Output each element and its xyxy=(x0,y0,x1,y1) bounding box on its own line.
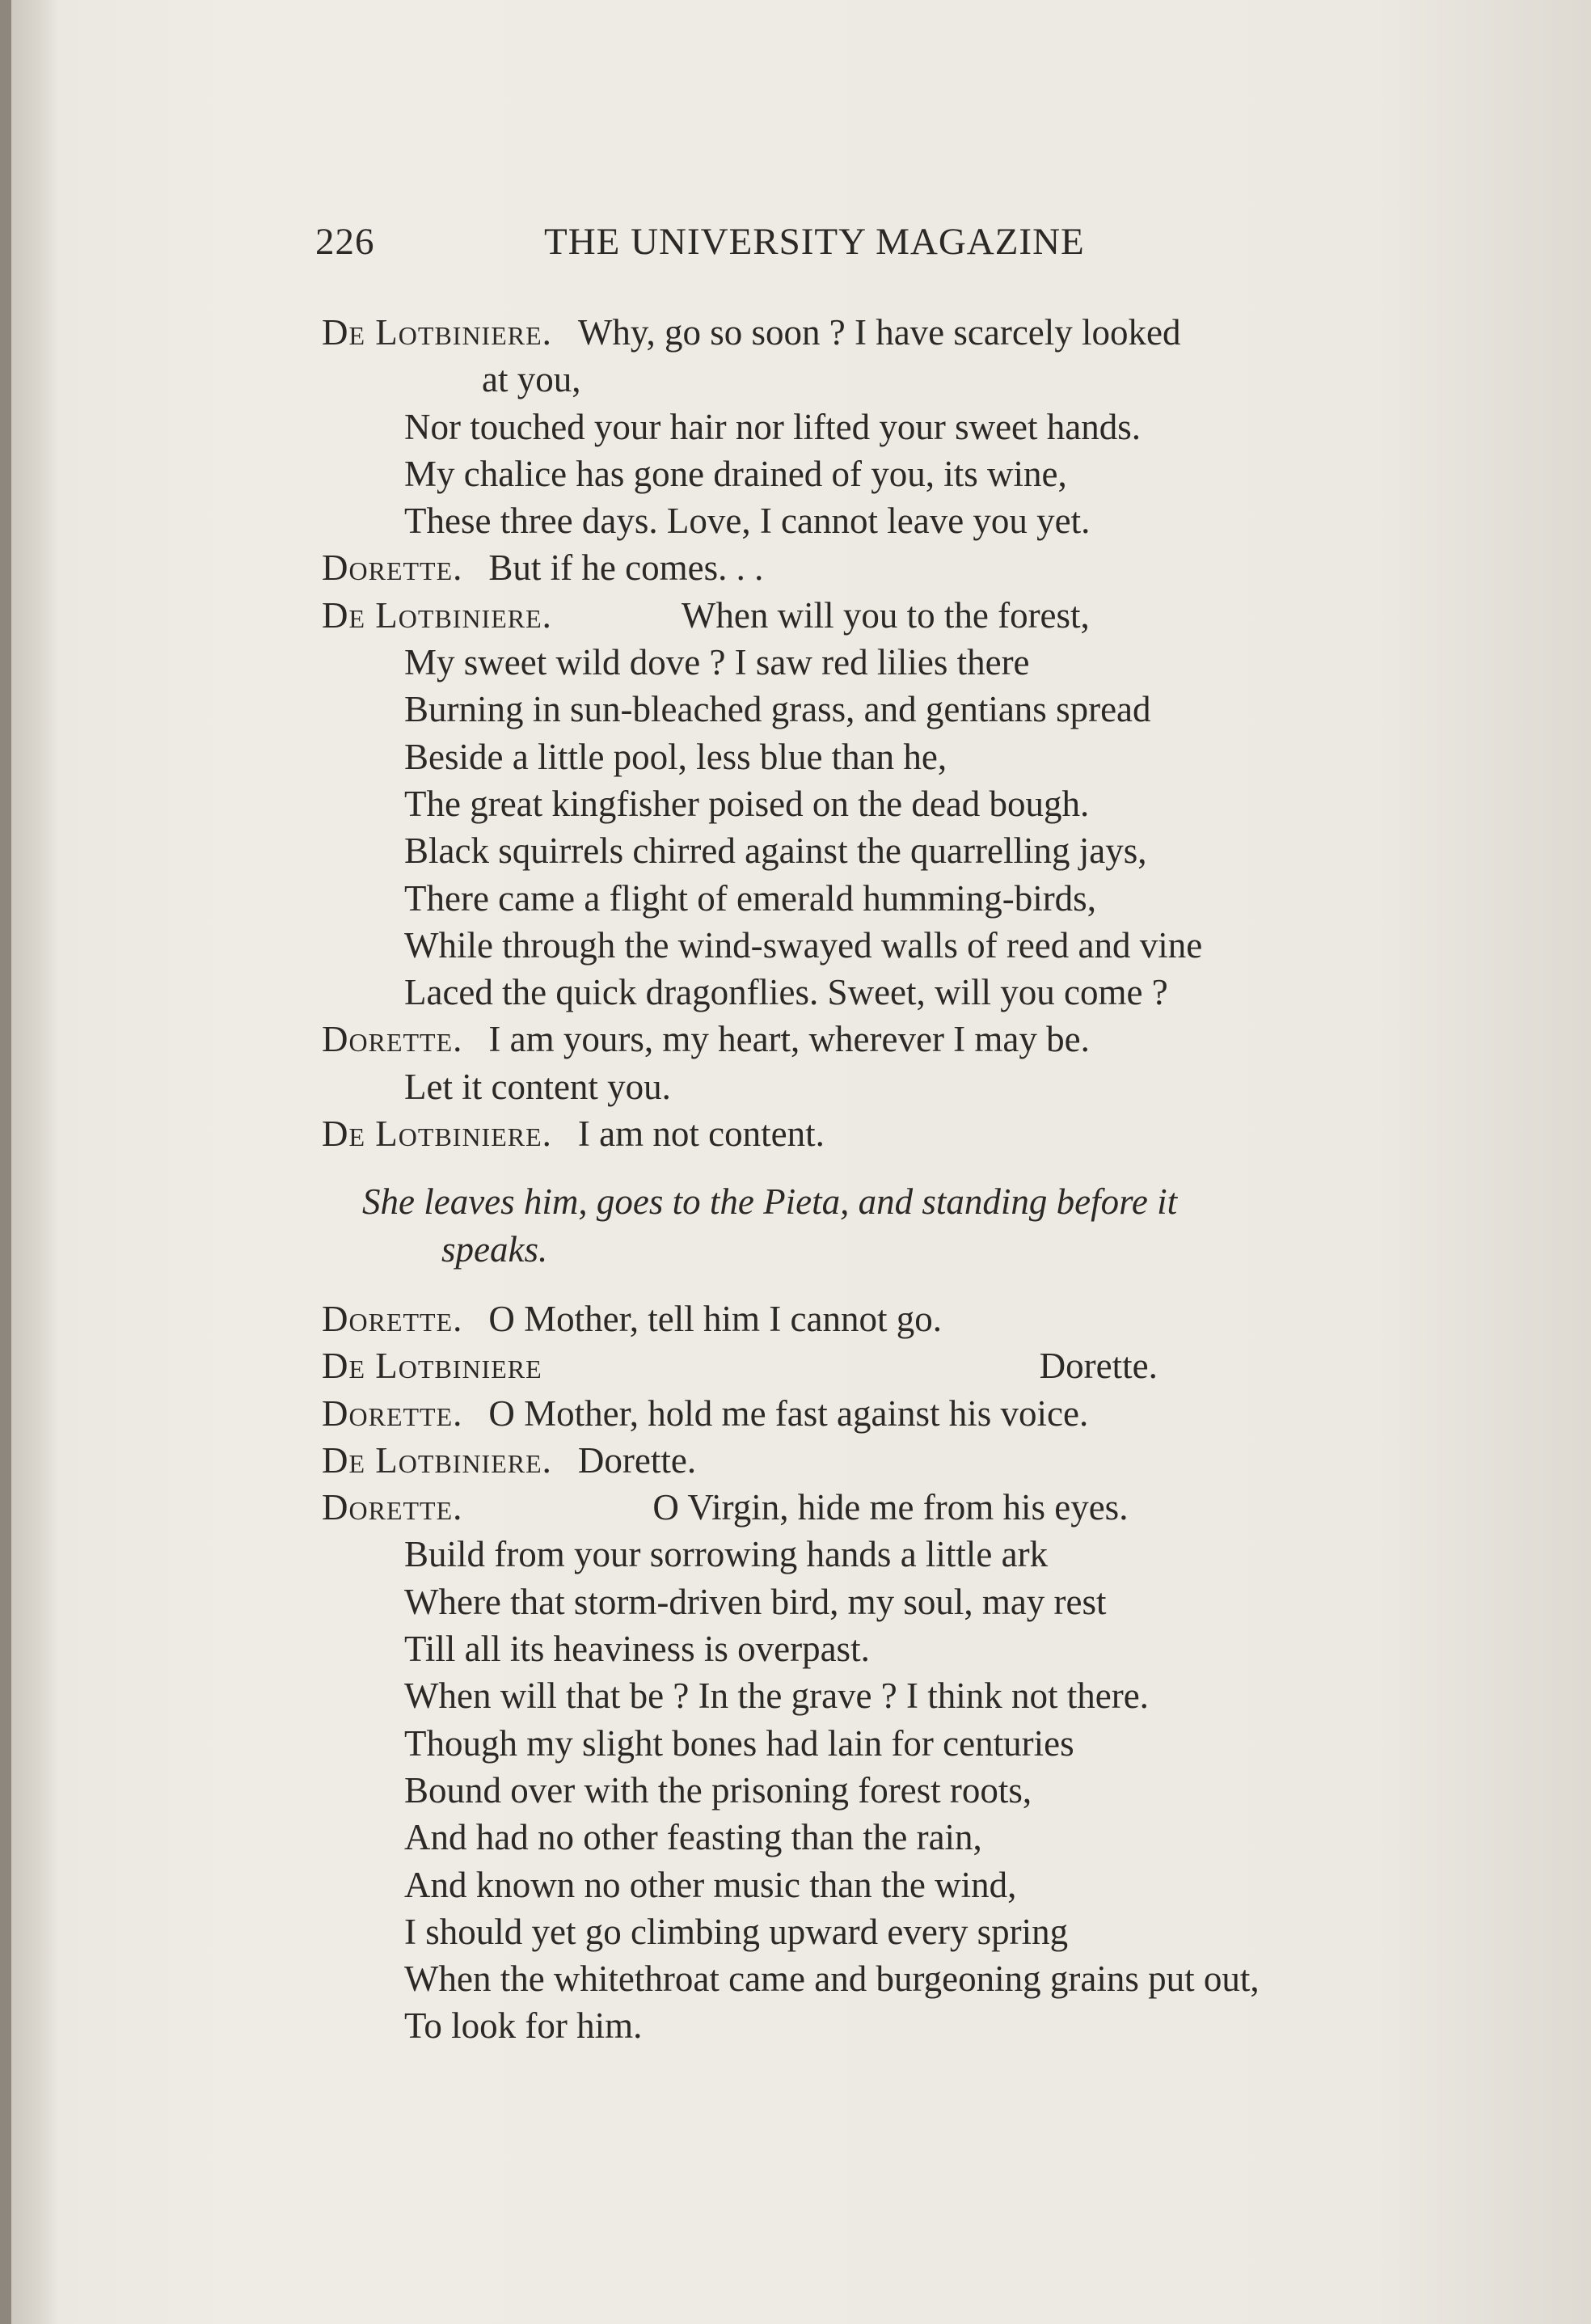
dialogue-line xyxy=(322,1390,1454,1437)
verse-text: Why, go so soon ? I have scarcely looked xyxy=(577,312,1181,353)
speaker-name: De Lotbiniere xyxy=(322,1346,542,1387)
dialogue-line xyxy=(322,1295,1454,1342)
dialogue-line xyxy=(322,1110,1454,1157)
dialogue-line xyxy=(322,544,1454,591)
speaker-name: De Lotbiniere. xyxy=(322,312,552,353)
verse-text: Dorette. xyxy=(1039,1346,1158,1387)
verse-line: While through the wind-swayed walls of reed and vine xyxy=(404,924,1203,966)
verse-line: My chalice has gone drained of you, its wine, xyxy=(404,453,1067,494)
verse-line: My sweet wild dove ? I saw red lilies there xyxy=(404,642,1030,683)
dialogue-line xyxy=(322,1484,1454,1531)
verse-line: When the whitethroat came and burgeoning grains put out, xyxy=(404,1958,1260,2000)
verse-line: There came a flight of emerald humming-birds, xyxy=(404,877,1096,919)
dialogue-line xyxy=(322,1342,1454,1389)
book-binding-edge xyxy=(0,0,11,2324)
verse-line: When will that be ? In the grave ? I think not there. xyxy=(404,1675,1149,1717)
gutter-shadow xyxy=(11,0,60,2324)
speaker-name: De Lotbiniere. xyxy=(322,1439,552,1481)
verse-line: Nor touched your hair nor lifted your sweet hands. xyxy=(404,406,1142,447)
verse-line: Bound over with the prisoning forest roots, xyxy=(404,1769,1032,1811)
verse-text: I am yours, my heart, wherever I may be. xyxy=(488,1019,1090,1060)
verse-line: I should yet go climbing upward every spring xyxy=(404,1911,1069,1952)
verse-text: Dorette. xyxy=(577,1439,697,1481)
verse-line: Black squirrels chirred against the quarrelling jays, xyxy=(404,830,1147,872)
verse-line: Where that storm-driven bird, my soul, may rest xyxy=(404,1581,1107,1622)
verse-continuation: at you, xyxy=(482,359,581,400)
verse-line: Burning in sun-bleached grass, and gentians spread xyxy=(404,689,1151,730)
dialogue-line xyxy=(322,1437,1454,1484)
verse-line: Let it content you. xyxy=(404,1066,671,1107)
dialogue-line xyxy=(322,309,1454,356)
speaker-name: Dorette. xyxy=(322,1298,463,1339)
play-text xyxy=(322,309,1454,2050)
verse-line: To look for him. xyxy=(404,2005,643,2047)
stage-direction-line: She leaves him, goes to the Pieta, and standing before it xyxy=(362,1181,1178,1223)
speaker-name: Dorette. xyxy=(322,1392,463,1434)
verse-line: These three days. Love, I cannot leave you yet. xyxy=(404,501,1091,542)
speaker-name: De Lotbiniere. xyxy=(322,1113,552,1155)
verse-text: O Mother, hold me fast against his voice. xyxy=(488,1392,1089,1434)
running-header xyxy=(315,220,1180,268)
verse-text: But if he comes. . . xyxy=(488,547,764,589)
page-number: 226 xyxy=(315,221,375,263)
verse-line: Till all its heaviness is overpast. xyxy=(404,1629,870,1670)
speaker-name: Dorette. xyxy=(322,547,463,589)
stage-direction xyxy=(322,1178,1454,1273)
verse-text: O Virgin, hide me from his eyes. xyxy=(652,1487,1129,1528)
verse-text: When will you to the forest, xyxy=(681,594,1090,636)
verse-line: Though my slight bones had lain for centuries xyxy=(404,1722,1074,1764)
verse-line: The great kingfisher poised on the dead bough. xyxy=(404,783,1090,824)
verse-line: Beside a little pool, less blue than he, xyxy=(404,736,947,777)
verse-text: O Mother, tell him I cannot go. xyxy=(488,1298,942,1339)
speaker-name: De Lotbiniere. xyxy=(322,594,552,636)
verse-line: And known no other music than the wind, xyxy=(404,1864,1017,1905)
verse-line: And had no other feasting than the rain, xyxy=(404,1817,982,1858)
verse-line: Build from your sorrowing hands a little ark xyxy=(404,1534,1049,1575)
verse-text: I am not content. xyxy=(577,1113,825,1155)
dialogue-line xyxy=(322,592,1454,639)
stage-direction-line: speaks. xyxy=(441,1228,548,1270)
dialogue-line xyxy=(322,1016,1454,1063)
running-title: THE UNIVERSITY MAGAZINE xyxy=(544,221,1085,263)
verse-line: Laced the quick dragonflies. Sweet, will you come ? xyxy=(404,972,1168,1013)
speaker-name: Dorette. xyxy=(322,1487,463,1528)
speaker-name: Dorette. xyxy=(322,1019,463,1060)
